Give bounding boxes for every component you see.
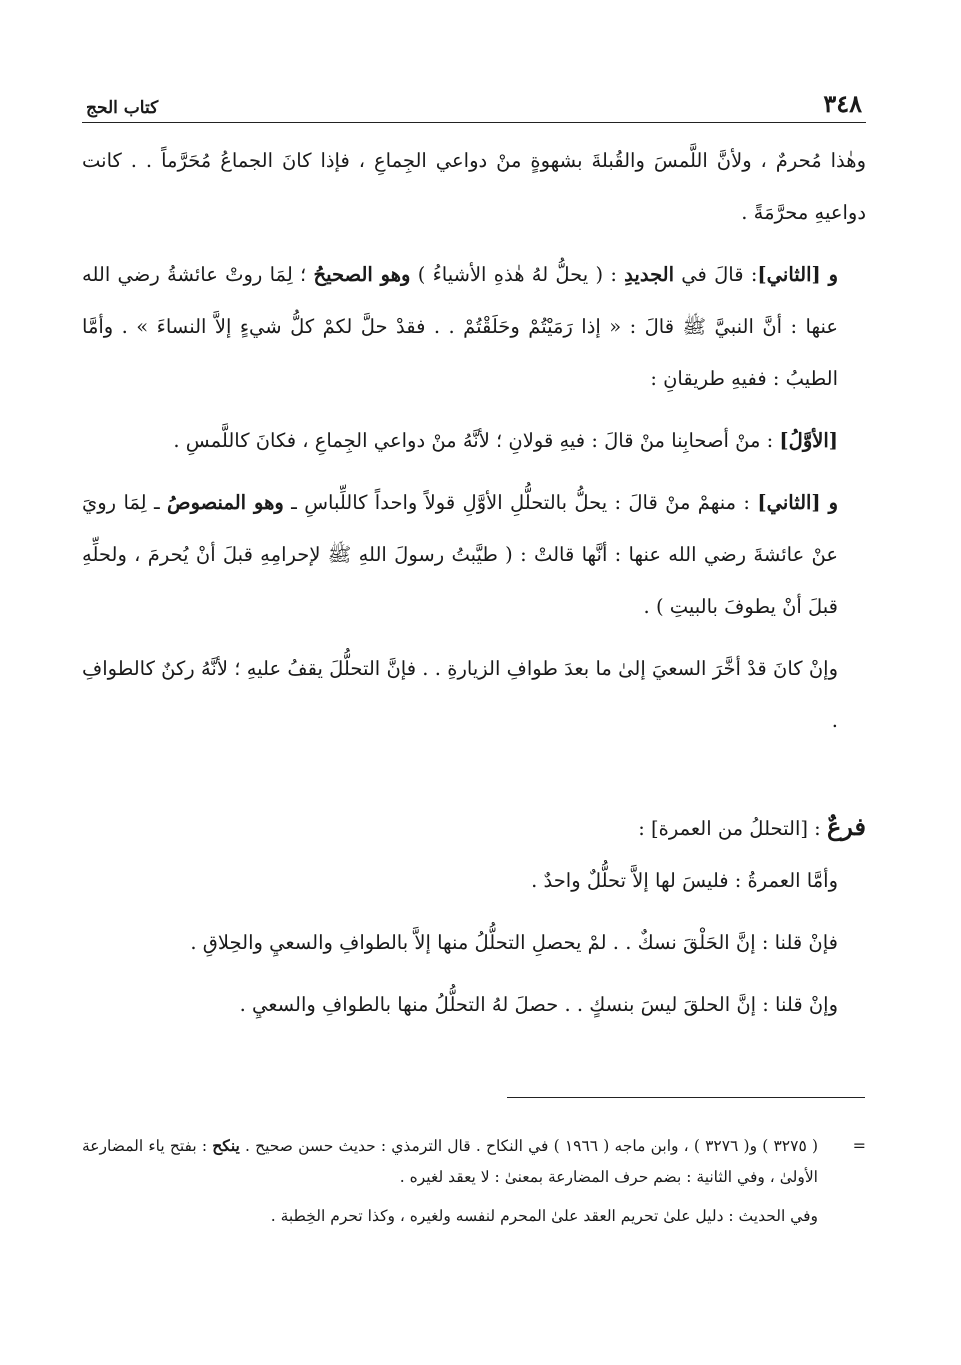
term-sahih: وهو الصحيحُ: [313, 263, 411, 286]
paragraph-3-text: : منْ أصحابِنا منْ قالَ : فيهِ قولانِ ؛ لأنَّهُ منْ دواعي الجِماعِ ، فكانَ كاللَّمسِ .: [173, 429, 780, 452]
paragraph-2-text-a: : قالَ في: [674, 263, 758, 286]
section-gap: [82, 757, 866, 801]
page: [82, 78, 866, 1041]
paragraph-5: وإنْ كانَ قدْ أخَّرَ السعيَ إلىٰ ما بعدَ طوافِ الزيارةِ . . فإنَّ التحلُّلَ يقفُ عليهِ ؛ لأنَّهُ ركنٌ كالطوافِ .: [82, 657, 838, 732]
paragraph-2: [82, 249, 866, 405]
footnote-text: [82, 1130, 818, 1193]
paragraph-2-text-e: ؛ لِمَا روتْ عائشةُ رضي الله عنها : أنَّ النبيَّ ﷺ قالَ : « إذا رَمَيْتُمْ وحَلَقْتُمْ . . فقدْ حلَّ لكمْ كلُّ شيءٍ إلاَّ النساءَ » . وأمَّا الطيبُ : ففيهِ طريقانِ :: [82, 263, 838, 390]
paragraph-4: [82, 477, 866, 633]
main-text: [82, 135, 866, 1031]
paragraph-7: فإنْ قلنا : إنَّ الحَلْقَ نسكٌ . . لمْ يحصلِ التحلُّلُ منها إلاَّ بالطوافِ والسعيِ والحِلاقِ .: [190, 931, 838, 954]
section-heading-title: : [التحللُ من العمرة] :: [638, 817, 827, 840]
footnote-text-a: ( ٣٢٧٥ ) و( ٣٢٧٦ ) ، وابن ماجه ( ١٩٦٦ ) في النكاح . قال الترمذي : حديث حسن صحيح .: [239, 1137, 819, 1155]
section-heading-word: فرعٌ: [826, 812, 866, 841]
paragraph-6: وأمَّا العمرةُ : فليسَ لها إلاَّ تحلُّلٌ واحدٌ .: [531, 869, 838, 892]
section-heading: [82, 801, 866, 855]
footnotes: [82, 1130, 866, 1232]
page-number: ٣٤٨: [823, 89, 862, 118]
footnote-second-line: وفي الحديث : دليل علىٰ تحريم العقد علىٰ المحرم لنفسه ولغيره ، وكذا تحرم الخِطبة .: [270, 1207, 818, 1225]
term-mansus: وهو المنصوصُ: [167, 491, 284, 514]
page-header: [82, 78, 866, 123]
paragraph-4-text-c: ـ لِمَا رويَ عنْ عائشةَ رضي الله عنها : أنَّها قالتْ : ( طيَّبتُ رسولَ اللهِ ﷺ لإحرامِهِ قبلَ أنْ يُحرمَ ، ولحلِّهِ قبلَ أنْ يطوفَ بالبيتِ ) .: [82, 491, 838, 618]
section-label-second-b: و [الثاني]: [757, 491, 839, 514]
section-label-second: و [الثاني]: [757, 263, 838, 286]
paragraph-3: [82, 415, 866, 467]
paragraph-2-text-c: : ( يحلُّ لهُ هٰذهِ الأشياءُ ): [410, 263, 625, 286]
paragraph-8: وإنْ قلنا : إنَّ الحلقَ ليسَ بنسكٍ . . حصلَ لهُ التحلُّلُ منها بالطوافِ والسعيِ .: [239, 993, 838, 1016]
term-jadid: الجديدِ: [624, 263, 675, 286]
running-title: كتاب الحج: [86, 98, 159, 118]
footnote-continuation-marker: =: [852, 1136, 866, 1155]
paragraph-4-text-a: : منهمْ منْ قالَ : يحلُّ بالتحلُّلِ الأوَّلِ قولاً واحداً كاللِّباسِ ـ: [283, 491, 758, 514]
footnote-term: ينكح: [212, 1136, 240, 1155]
paragraph-1: وهٰذا مُحرمٌ ، ولأنَّ اللَّمسَ والقُبلةَ بشهوةٍ منْ دواعي الجِماعِ ، فإذا كانَ الجماعُ مُحَرَّماً . . كانت دواعيهِ محرَّمَةً .: [82, 149, 866, 224]
section-label-first: [الأوَّلُ]: [779, 429, 838, 452]
footnote-text-c: : بفتح ياء المضارعة الأولىٰ ، وفي الثانية : بضم حرف المضارعة بمعنىٰ : لا يعقد لغيره .: [82, 1137, 818, 1186]
footnote-continued: [82, 1130, 866, 1193]
footnote-separator: [507, 1097, 865, 1098]
